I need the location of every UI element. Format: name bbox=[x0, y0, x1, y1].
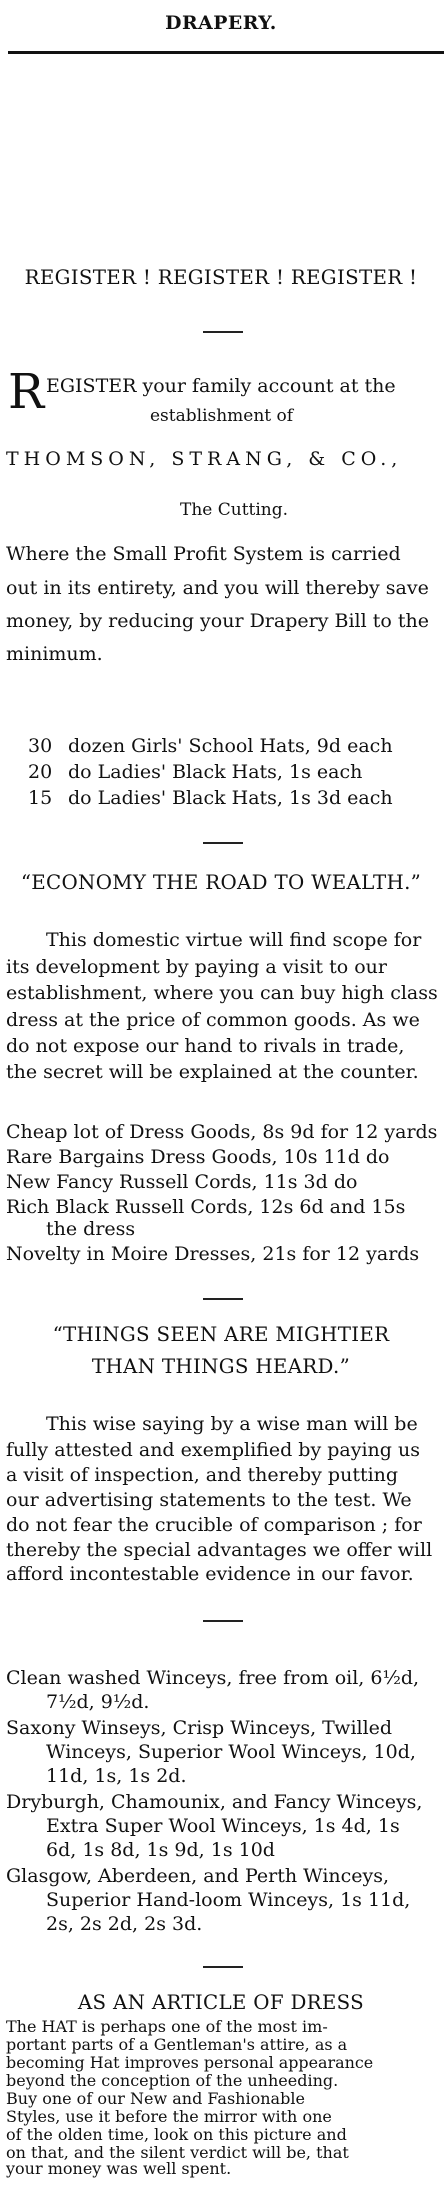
winceys-line: Saxony Winseys, Crisp Winceys, Twilled bbox=[6, 1717, 393, 1739]
register-line-1: EGISTER your family account at the bbox=[46, 375, 396, 397]
economy-body-line: This domestic virtue will find scope for bbox=[46, 929, 422, 951]
winceys-line: Glasgow, Aberdeen, and Perth Winceys, bbox=[6, 1865, 390, 1887]
winceys-line: Extra Super Wool Winceys, 1s 4d, 1s bbox=[46, 1815, 400, 1837]
things-body-line: afford incontestable evidence in our favor. bbox=[6, 1563, 414, 1585]
things-heading-1: “THINGS SEEN ARE MIGHTIER bbox=[52, 1322, 390, 1346]
article-body-line: on that, and the silent verdict will be, that bbox=[6, 2143, 349, 2162]
things-body-line: fully attested and exemplified by paying us bbox=[6, 1439, 420, 1461]
hat-qty: 15 bbox=[28, 787, 53, 809]
article-body-line: Styles, use it before the mirror with one bbox=[6, 2107, 332, 2126]
header-rule bbox=[8, 51, 444, 54]
dress-goods-line: Cheap lot of Dress Goods, 8s 9d for 12 yards bbox=[6, 1121, 438, 1143]
article-body-line: beyond the conception of the unheeding. bbox=[6, 2071, 339, 2090]
winceys-line: 2s, 2s 2d, 2s 3d. bbox=[46, 1913, 203, 1935]
article-body-line: The HAT is perhaps one of the most im- bbox=[6, 2017, 328, 2036]
section-divider bbox=[203, 1620, 243, 1622]
winceys-line: 11d, 1s, 1s 2d. bbox=[46, 1765, 187, 1787]
winceys-line: Winceys, Superior Wool Winceys, 10d, bbox=[46, 1741, 416, 1763]
register-body-line: money, by reducing your Drapery Bill to the bbox=[6, 610, 429, 632]
firm-location: The Cutting. bbox=[180, 500, 289, 520]
section-divider bbox=[203, 1966, 243, 1968]
register-banner: REGISTER ! REGISTER ! REGISTER ! bbox=[24, 265, 418, 289]
section-divider bbox=[203, 842, 243, 844]
drop-cap: R bbox=[8, 364, 45, 420]
economy-body-line: the secret will be explained at the counter. bbox=[6, 1061, 419, 1083]
winceys-line: Dryburgh, Chamounix, and Fancy Winceys, bbox=[6, 1791, 423, 1813]
hat-qty: 20 bbox=[28, 761, 53, 783]
economy-body-line: its development by paying a visit to our bbox=[6, 956, 387, 978]
article-body-line: Buy one of our New and Fashionable bbox=[6, 2089, 305, 2108]
article-body-line: your money was well spent. bbox=[6, 2159, 232, 2178]
hat-desc: do Ladies' Black Hats, 1s 3d each bbox=[68, 787, 393, 809]
register-line-2: establishment of bbox=[150, 406, 294, 426]
winceys-line: 6d, 1s 8d, 1s 9d, 1s 10d bbox=[46, 1839, 275, 1861]
things-body-line: thereby the special advantages we offer will bbox=[6, 1539, 433, 1561]
dress-goods-line: Rich Black Russell Cords, 12s 6d and 15s bbox=[6, 1196, 406, 1218]
economy-body-line: do not expose our hand to rivals in trade, bbox=[6, 1035, 405, 1057]
hat-desc: do Ladies' Black Hats, 1s each bbox=[68, 761, 363, 783]
economy-heading: “ECONOMY THE ROAD TO WEALTH.” bbox=[20, 870, 422, 894]
winceys-line: 7½d, 9½d. bbox=[46, 1691, 150, 1713]
things-body-line: This wise saying by a wise man will be bbox=[46, 1413, 418, 1435]
economy-body-line: dress at the price of common goods. As we bbox=[6, 1009, 420, 1031]
register-body-line: minimum. bbox=[6, 643, 103, 665]
things-body-line: a visit of inspection, and thereby putting bbox=[6, 1464, 399, 1486]
things-body-line: do not fear the crucible of comparison ; for bbox=[6, 1514, 422, 1536]
page-title: DRAPERY. bbox=[165, 12, 277, 34]
things-heading-2: THAN THINGS HEARD.” bbox=[91, 1354, 351, 1378]
dress-goods-line: Novelty in Moire Dresses, 21s for 12 yards bbox=[6, 1243, 420, 1265]
winceys-line: Superior Hand-loom Winceys, 1s 11d, bbox=[46, 1889, 411, 1911]
article-body-line: of the olden time, look on this picture and bbox=[6, 2125, 347, 2144]
hat-desc: dozen Girls' School Hats, 9d each bbox=[68, 735, 393, 757]
section-divider bbox=[203, 1298, 243, 1300]
winceys-line: Clean washed Winceys, free from oil, 6½d, bbox=[6, 1667, 420, 1689]
article-heading: AS AN ARTICLE OF DRESS bbox=[77, 1990, 365, 2014]
economy-body-line: establishment, where you can buy high class bbox=[6, 982, 438, 1004]
article-body-line: becoming Hat improves personal appearance bbox=[6, 2053, 374, 2072]
dress-goods-line: the dress bbox=[46, 1218, 136, 1240]
section-divider bbox=[203, 331, 243, 333]
firm-name: THOMSON, STRANG, & CO., bbox=[6, 448, 403, 470]
dress-goods-line: Rare Bargains Dress Goods, 10s 11d do bbox=[6, 1146, 390, 1168]
article-body-line: portant parts of a Gentleman's attire, as a bbox=[6, 2035, 348, 2054]
hat-qty: 30 bbox=[28, 735, 53, 757]
dress-goods-line: New Fancy Russell Cords, 11s 3d do bbox=[6, 1171, 358, 1193]
register-body-line: Where the Small Profit System is carried bbox=[6, 543, 401, 565]
things-body-line: our advertising statements to the test. We bbox=[6, 1489, 412, 1511]
register-body-line: out in its entirety, and you will thereby save bbox=[6, 577, 429, 599]
